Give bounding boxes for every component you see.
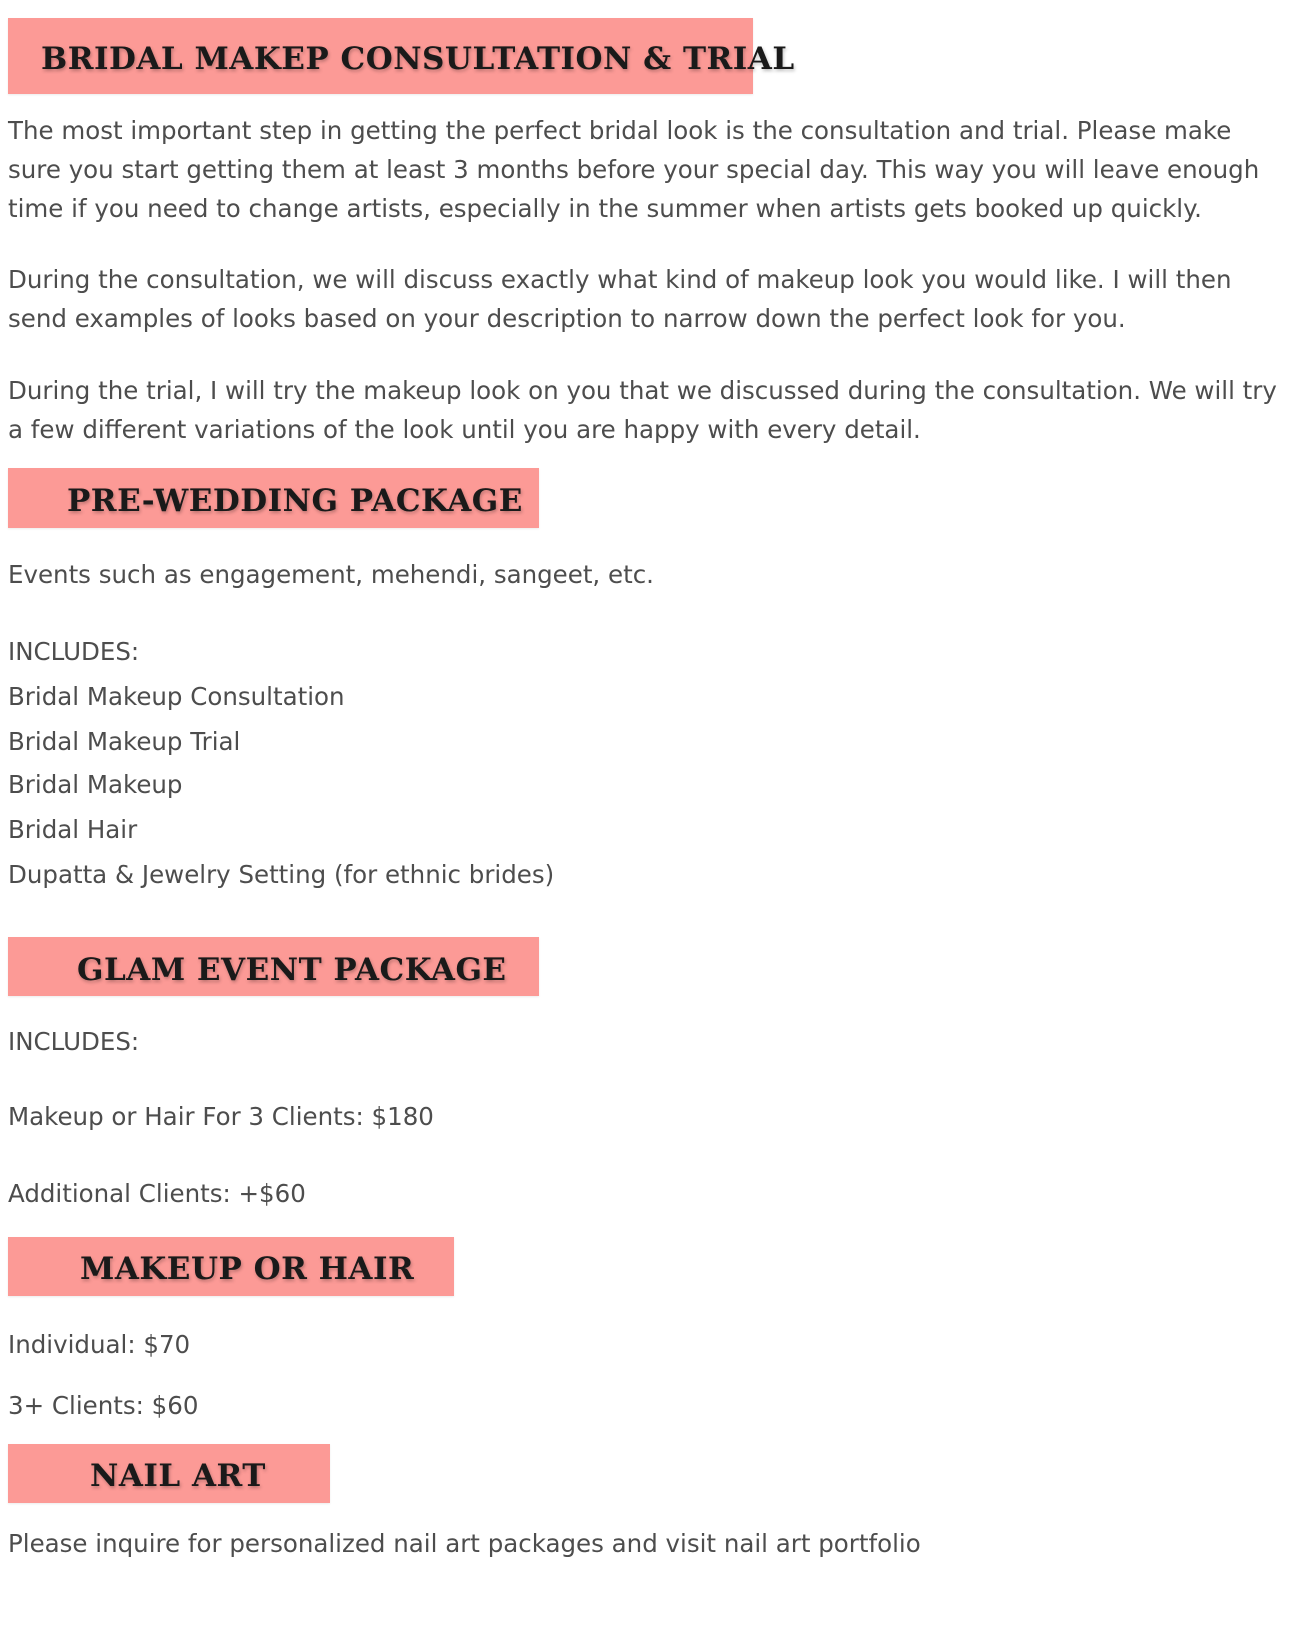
consultation-paragraph-2 [8,260,1288,338]
nail-art-title: NAIL ART [90,1458,266,1494]
paragraph-line: send examples of looks based on your description to narrow down the perfect look for you. [8,304,1126,333]
bridal-consultation-banner [8,18,795,94]
paragraph-line: The most important step in getting the perfect bridal look is the consultation and trial. Please make [8,116,1232,145]
trial-paragraph [8,371,1288,449]
paragraph-line: During the trial, I will try the makeup look on you that we discussed during the consultation. We will try [8,376,1277,405]
pre-wedding-item-dupatta: Dupatta & Jewelry Setting (for ethnic brides) [8,860,555,889]
makeup-or-hair-title: MAKEUP OR HAIR [80,1251,415,1287]
makeup-or-hair-banner [8,1237,454,1296]
pre-wedding-banner [8,468,539,528]
pre-wedding-title: PRE-WEDDING PACKAGE [67,483,523,519]
pre-wedding-item-hair: Bridal Hair [8,815,138,844]
paragraph-line: a few different variations of the look until you are happy with every detail. [8,415,921,444]
individual-price: Individual: $70 [8,1330,191,1359]
paragraph-line: time if you need to change artists, especially in the summer when artists gets booked up quickly. [8,194,1202,223]
pre-wedding-description: Events such as engagement, mehendi, sangeet, etc. [8,560,654,589]
glam-clients-price: Makeup or Hair For 3 Clients: $180 [8,1102,434,1131]
glam-event-title: GLAM EVENT PACKAGE [77,952,507,988]
paragraph-line: During the consultation, we will discuss exactly what kind of makeup look you would like. I will then [8,265,1232,294]
nail-art-description: Please inquire for personalized nail art packages and visit nail art portfolio [8,1529,921,1558]
glam-event-banner [8,937,539,996]
glam-additional-price: Additional Clients: +$60 [8,1179,306,1208]
glam-includes-label: INCLUDES: [8,1027,140,1056]
nail-art-banner [8,1444,330,1503]
consultation-paragraph-1 [8,111,1288,228]
pre-wedding-item-trial: Bridal Makeup Trial [8,727,241,756]
bridal-consultation-title: BRIDAL MAKEP CONSULTATION & TRIAL [41,41,795,77]
group-price: 3+ Clients: $60 [8,1391,199,1420]
paragraph-line: sure you start getting them at least 3 months before your special day. This way you will leave enough [8,155,1260,184]
pre-wedding-item-consultation: Bridal Makeup Consultation [8,682,345,711]
pre-wedding-item-makeup: Bridal Makeup [8,770,183,799]
pre-wedding-includes-label: INCLUDES: [8,637,140,666]
